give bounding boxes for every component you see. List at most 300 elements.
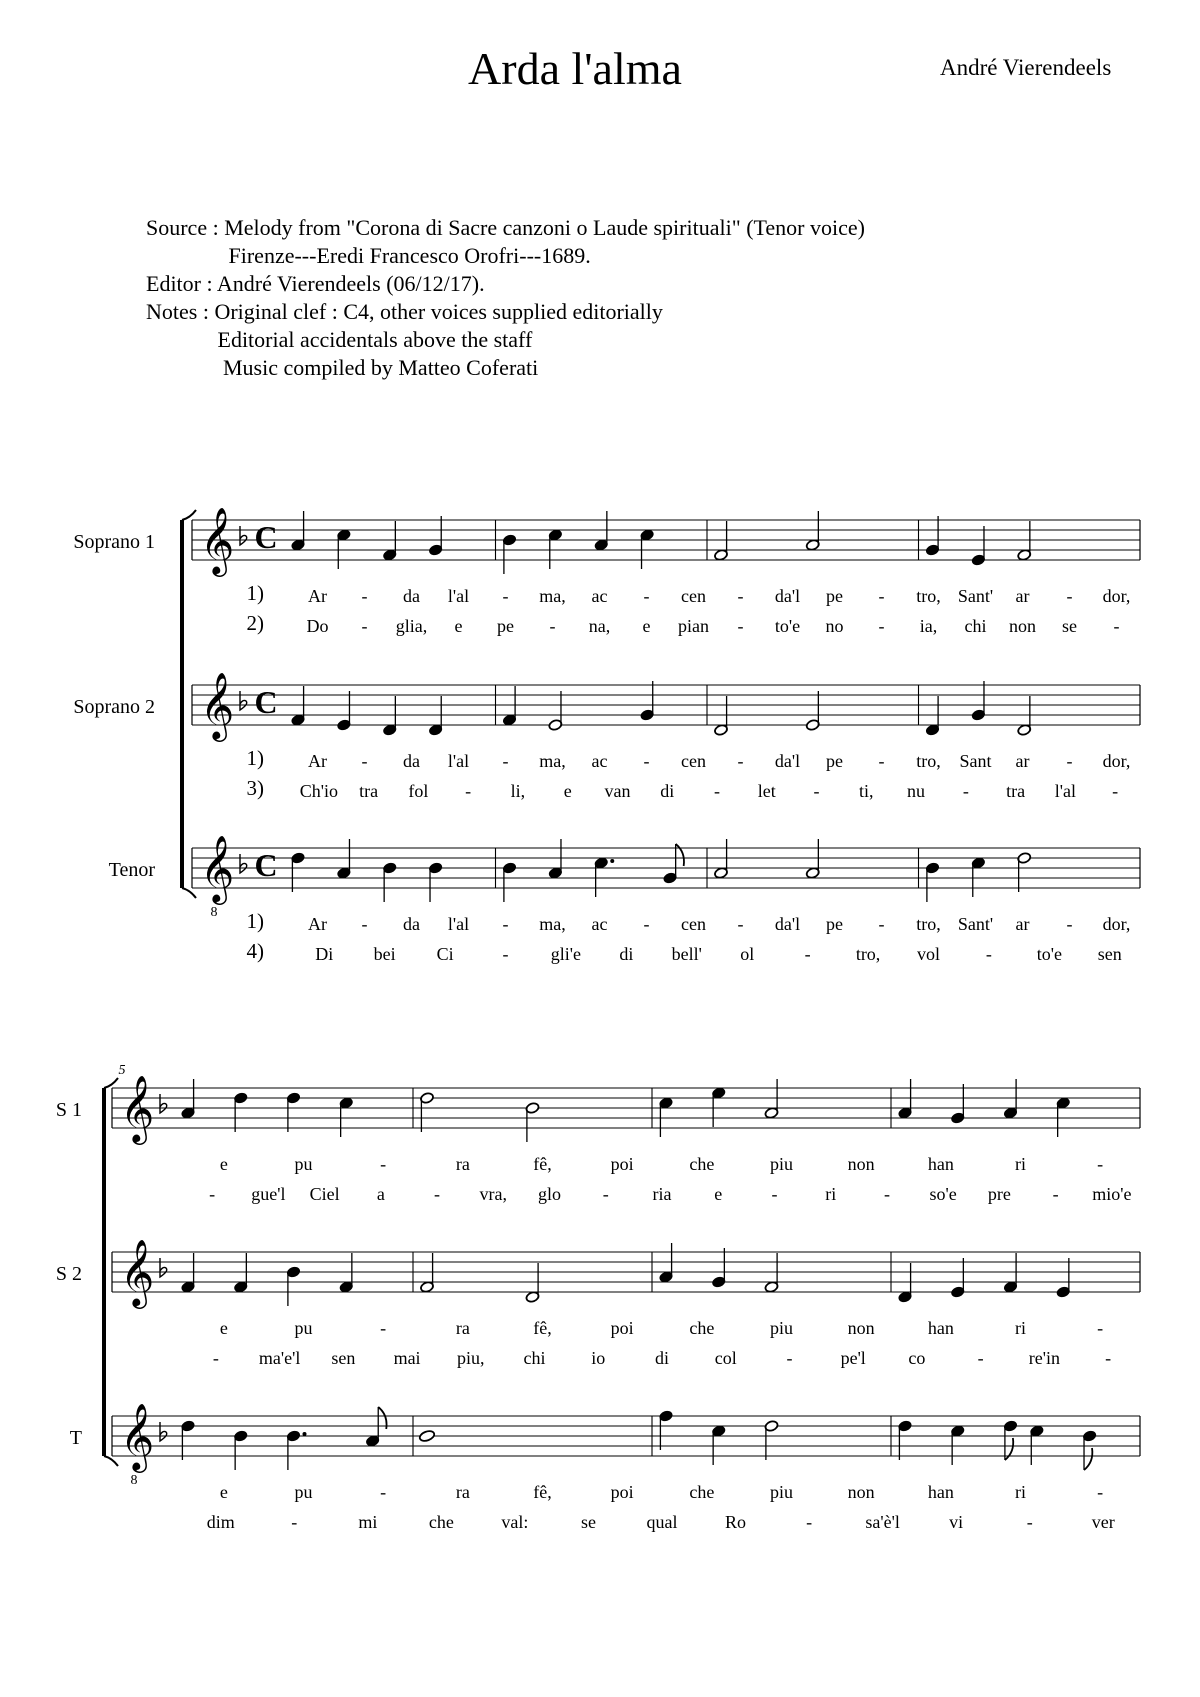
note: [714, 839, 729, 879]
note: [428, 862, 443, 902]
note: [898, 1079, 913, 1119]
lyric-syllable: tro,: [916, 586, 941, 606]
composer-name: André Vierendeels: [940, 55, 1112, 80]
lyric-syllable: han: [927, 1482, 954, 1502]
note: [1082, 1430, 1097, 1470]
treble-clef-icon: [200, 508, 234, 577]
lyric-syllable: -: [878, 586, 885, 606]
note: [925, 862, 940, 902]
lyric-syllable: ma,: [539, 914, 566, 934]
note: [971, 681, 986, 721]
verse-number: 2): [246, 611, 264, 635]
lyric-syllable: che: [689, 1154, 715, 1174]
note: [764, 1253, 779, 1293]
lyric-syllable: che: [428, 1512, 454, 1532]
lyric-syllable: se: [1062, 616, 1077, 636]
lyric-syllable: tro,: [916, 914, 941, 934]
lyric-syllable: ra: [455, 1482, 470, 1502]
lyric-syllable: -: [502, 751, 509, 771]
lyric-syllable: van: [604, 781, 631, 801]
lyric-syllable: -: [380, 1154, 387, 1174]
lyric-syllable: -: [878, 914, 885, 934]
lyric-syllable: ma'e'l: [258, 1348, 301, 1368]
flat-key-signature-icon: [240, 526, 247, 545]
staff: [70, 1404, 1140, 1532]
lyric-syllable: mio'e: [1092, 1184, 1132, 1204]
lyric-syllable: -: [771, 1184, 778, 1204]
treble-clef-glyph: 𝄞: [200, 673, 235, 738]
lyric-syllable: so'e: [929, 1184, 957, 1204]
lyric-syllable: non: [847, 1318, 875, 1338]
note: [925, 696, 940, 736]
lyric-syllable: Ci: [436, 944, 454, 964]
lyric-syllable: di: [654, 1348, 670, 1368]
lyric-syllable: poi: [610, 1318, 634, 1338]
lyric-syllable: ia,: [919, 616, 938, 636]
note: [181, 1079, 196, 1119]
lyric-syllable: -: [361, 616, 368, 636]
lyric-syllable: to'e: [774, 616, 801, 636]
lyric-syllable: bei: [373, 944, 396, 964]
note: [925, 516, 940, 556]
common-time-icon: C: [254, 847, 278, 883]
lyric-syllable: piu: [769, 1318, 794, 1338]
common-time-icon: C: [254, 519, 278, 555]
lyric-syllable: da: [403, 914, 420, 934]
verse-number: 3): [246, 776, 264, 800]
note: [1017, 696, 1032, 736]
lyric-syllable: glia,: [395, 616, 428, 636]
lyric-syllable: non: [847, 1154, 875, 1174]
note: [525, 1263, 540, 1303]
note: [286, 1092, 301, 1132]
lyric-syllable: -: [1066, 751, 1073, 771]
note-flag: [1005, 1438, 1013, 1460]
lyric-syllable: li,: [510, 781, 526, 801]
system-bracket: [182, 510, 196, 898]
lyric-syllable: che: [689, 1318, 715, 1338]
lyric-syllable: ol: [740, 944, 755, 964]
lyric-syllable: piu: [769, 1482, 794, 1502]
lyric-syllable: l'al: [447, 586, 470, 606]
lyric-syllable: ma,: [539, 586, 566, 606]
lyric-syllable: dor,: [1102, 586, 1131, 606]
treble-clef-icon: [120, 1404, 154, 1488]
staff-label: S 1: [55, 1099, 82, 1121]
lyric-syllable: da'l: [774, 586, 801, 606]
note: [659, 1410, 674, 1450]
lyric-syllable: cen: [681, 751, 706, 771]
lyric-syllable: dor,: [1102, 751, 1131, 771]
staff: [56, 1240, 1140, 1368]
lyric-syllable: -: [1066, 914, 1073, 934]
lyric-syllable: l'al: [447, 914, 470, 934]
lyric-syllable: e: [714, 1184, 723, 1204]
note: [365, 1407, 386, 1447]
lyric-syllable: ver: [1091, 1512, 1115, 1532]
note: [382, 862, 397, 902]
lyric-syllable: pe: [497, 616, 514, 636]
lyric-syllable: -: [643, 751, 650, 771]
clef-octave-mark: 8: [210, 905, 218, 920]
note: [898, 1420, 913, 1460]
notes-line: Editorial accidentals above the staff: [146, 327, 533, 352]
lyric-syllable: sen: [1097, 944, 1122, 964]
notehead: [418, 1429, 435, 1442]
lyric-syllable: -: [962, 781, 969, 801]
lyric-syllable: l'al: [1054, 781, 1076, 801]
bracket-hook: [182, 510, 196, 520]
verse-number: 1): [246, 746, 264, 770]
lyric-syllable: pu: [294, 1154, 313, 1174]
verse-number: 4): [246, 939, 264, 963]
note: [764, 1420, 779, 1460]
treble-clef-glyph: 𝄞: [120, 1240, 155, 1305]
lyric-syllable: -: [380, 1318, 387, 1338]
lyric-syllable: val:: [501, 1512, 529, 1532]
note: [950, 1425, 965, 1465]
lyric-syllable: mi: [358, 1512, 378, 1532]
lyric-syllable: -: [1097, 1318, 1104, 1338]
lyric-syllable: e: [563, 781, 572, 801]
lyric-syllable: -: [434, 1184, 441, 1204]
lyric-syllable: -: [1105, 1348, 1112, 1368]
note: [711, 1425, 726, 1465]
notes-line: Music compiled by Matteo Coferati: [146, 355, 539, 380]
lyric-syllable: ar: [1015, 586, 1030, 606]
lyric-syllable: han: [927, 1154, 954, 1174]
lyric-syllable: mai: [393, 1348, 421, 1368]
treble-clef-icon: [200, 673, 234, 742]
lyric-syllable: ti,: [859, 781, 874, 801]
lyric-syllable: ri: [1015, 1154, 1026, 1174]
note: [950, 1084, 965, 1124]
lyric-syllable: -: [361, 914, 368, 934]
lyric-syllable: -: [878, 616, 885, 636]
lyric-syllable: Sant': [957, 586, 994, 606]
note-flag: [1084, 1448, 1092, 1470]
note: [339, 1253, 354, 1293]
lyric-syllable: -: [502, 914, 509, 934]
lyric-syllable: pre: [987, 1184, 1011, 1204]
lyric-syllable: fol: [408, 781, 429, 801]
note: [502, 686, 517, 726]
lyric-syllable: re'in: [1028, 1348, 1061, 1368]
lyric-syllable: ri: [1015, 1318, 1026, 1338]
lyric-syllable: piu: [769, 1154, 794, 1174]
note: [1003, 1420, 1018, 1460]
flat-key-signature-icon: [160, 1422, 167, 1441]
lyric-syllable: che: [689, 1482, 715, 1502]
lyric-syllable: col: [714, 1348, 737, 1368]
lyric-syllable: han: [927, 1318, 954, 1338]
lyric-syllable: Ar: [308, 914, 327, 934]
lyric-syllable: da'l: [774, 914, 801, 934]
source-line: Firenze---Eredi Francesco Orofri---1689.: [146, 243, 591, 268]
lyric-syllable: -: [737, 751, 744, 771]
note: [337, 839, 352, 879]
note: [805, 691, 820, 731]
note: [337, 691, 352, 731]
note: [711, 1248, 726, 1288]
lyric-syllable: -: [209, 1184, 216, 1204]
lyric-syllable: -: [502, 586, 509, 606]
lyric-syllable: vi: [949, 1512, 964, 1532]
lyric-syllable: ar: [1015, 751, 1030, 771]
verse-number: 1): [246, 581, 264, 605]
lyric-syllable: pe: [826, 586, 843, 606]
lyric-syllable: gli'e: [550, 944, 582, 964]
lyric-syllable: vol: [916, 944, 941, 964]
lyric-syllable: -: [804, 944, 811, 964]
lyric-syllable: Do: [306, 616, 329, 636]
note: [805, 839, 820, 879]
flat-key-signature-icon: [240, 854, 247, 873]
lyric-syllable: Di: [315, 944, 334, 964]
lyric-syllable: -: [985, 944, 992, 964]
lyric-syllable: pu: [294, 1318, 313, 1338]
lyric-syllable: di: [619, 944, 634, 964]
lyric-syllable: l'al: [447, 751, 470, 771]
lyric-syllable: qual: [646, 1512, 678, 1532]
lyric-syllable: -: [380, 1482, 387, 1502]
lyric-syllable: se: [580, 1512, 596, 1532]
lyric-syllable: Ciel: [309, 1184, 340, 1204]
lyric-syllable: ac: [591, 751, 608, 771]
note: [1003, 1253, 1018, 1293]
lyric-syllable: let: [757, 781, 776, 801]
note: [1017, 852, 1032, 892]
flat-key-signature-icon: [160, 1258, 167, 1277]
lyric-syllable: pe: [826, 914, 843, 934]
note: [971, 857, 986, 897]
note: [711, 1087, 726, 1127]
note: [291, 511, 306, 551]
lyric-syllable: poi: [610, 1482, 634, 1502]
lyric-syllable: e: [642, 616, 651, 636]
note: [764, 1079, 779, 1119]
note: [428, 696, 443, 736]
note: [640, 529, 655, 569]
flat-sign: [160, 1094, 167, 1113]
lyric-syllable: -: [1052, 1184, 1059, 1204]
staff-label: Soprano 1: [73, 531, 155, 553]
lyric-syllable: -: [1097, 1154, 1104, 1174]
lyric-syllable: Sant': [957, 914, 994, 934]
lyric-syllable: -: [806, 1512, 813, 1532]
augmentation-dot: [610, 859, 614, 863]
lyric-syllable: dim: [206, 1512, 235, 1532]
lyric-syllable: ma,: [539, 751, 566, 771]
lyric-syllable: poi: [610, 1154, 634, 1174]
lyric-syllable: -: [878, 751, 885, 771]
note: [502, 862, 517, 902]
note: [950, 1258, 965, 1298]
note: [233, 1253, 248, 1293]
lyric-syllable: io: [591, 1348, 606, 1368]
lyric-syllable: chi: [964, 616, 987, 636]
source-line: Source : Melody from "Corona di Sacre canzoni o Laude spirituali" (Tenor voice): [146, 215, 865, 240]
flat-sign: [240, 854, 247, 873]
lyric-syllable: tro,: [916, 751, 941, 771]
bracket-hook: [182, 888, 196, 898]
note: [502, 534, 517, 574]
note: [291, 686, 306, 726]
lyric-syllable: -: [977, 1348, 984, 1368]
lyric-syllable: no: [825, 616, 844, 636]
lyric-syllable: di: [660, 781, 675, 801]
lyric-syllable: fê,: [533, 1318, 552, 1338]
flat-key-signature-icon: [160, 1094, 167, 1113]
staff-label: S 2: [55, 1263, 82, 1285]
measure-number: 5: [118, 1063, 126, 1078]
treble-clef-glyph: 𝄞: [200, 836, 235, 901]
lyric-syllable: -: [1112, 781, 1119, 801]
treble-clef-icon: [120, 1076, 154, 1145]
lyric-syllable: e: [219, 1482, 228, 1502]
note: [898, 1263, 913, 1303]
note: [1056, 1097, 1071, 1137]
lyric-syllable: nu: [907, 781, 926, 801]
lyric-syllable: piu,: [457, 1348, 485, 1368]
lyric-syllable: -: [291, 1512, 298, 1532]
lyric-syllable: -: [737, 586, 744, 606]
note: [1056, 1258, 1071, 1298]
treble-clef-glyph: 𝄞: [200, 508, 235, 573]
lyric-syllable: cen: [681, 586, 706, 606]
flat-sign: [160, 1258, 167, 1277]
lyric-syllable: tro,: [855, 944, 881, 964]
note: [233, 1430, 248, 1470]
lyric-syllable: Sant: [959, 751, 992, 771]
flat-sign: [240, 526, 247, 545]
lyric-syllable: non: [847, 1482, 875, 1502]
verse-number: 1): [246, 909, 264, 933]
lyric-syllable: fê,: [533, 1482, 552, 1502]
treble-clef-icon: [200, 836, 234, 920]
notes-line: Notes : Original clef : C4, other voices supplied editorially: [146, 299, 663, 324]
lyric-syllable: -: [643, 914, 650, 934]
lyric-syllable: cen: [681, 914, 706, 934]
bracket-hook: [104, 1078, 118, 1088]
note: [420, 1092, 435, 1132]
staff-label: Soprano 2: [73, 696, 155, 718]
note: [286, 1266, 301, 1306]
lyric-syllable: e: [219, 1318, 228, 1338]
note: [418, 1429, 435, 1442]
piece-title: Arda l'alma: [468, 43, 682, 94]
clef-octave-mark: 8: [130, 1473, 138, 1488]
lyric-syllable: ac: [591, 586, 608, 606]
lyric-syllable: ri: [1015, 1482, 1026, 1502]
lyric-syllable: -: [1097, 1482, 1104, 1502]
lyric-syllable: bell': [671, 944, 702, 964]
lyric-syllable: ria: [652, 1184, 672, 1204]
lyric-syllable: pe'l: [840, 1348, 866, 1368]
editor-line: Editor : André Vierendeels (06/12/17).: [146, 271, 485, 296]
flat-sign: [160, 1422, 167, 1441]
lyric-syllable: a: [376, 1184, 385, 1204]
note: [548, 839, 563, 879]
lyric-syllable: -: [549, 616, 556, 636]
lyric-syllable: -: [737, 914, 744, 934]
lyric-syllable: vra,: [479, 1184, 508, 1204]
lyric-syllable: chi: [523, 1348, 546, 1368]
lyric-syllable: -: [361, 586, 368, 606]
lyric-syllable: ac: [591, 914, 608, 934]
augmentation-dot: [303, 1432, 307, 1436]
note: [548, 691, 563, 731]
flat-sign: [240, 691, 247, 710]
lyric-syllable: co: [908, 1348, 926, 1368]
note: [1003, 1079, 1018, 1119]
staff: [73, 508, 1140, 636]
note: [428, 516, 443, 556]
note: [339, 1097, 354, 1137]
lyric-syllable: glo: [538, 1184, 562, 1204]
lyric-syllable: -: [737, 616, 744, 636]
lyric-syllable: da'l: [774, 751, 801, 771]
lyric-syllable: -: [714, 781, 720, 801]
lyric-syllable: -: [1113, 616, 1120, 636]
lyric-syllable: dor,: [1102, 914, 1131, 934]
staff: [109, 836, 1140, 964]
lyric-syllable: pu: [294, 1482, 313, 1502]
note: [594, 857, 614, 897]
lyric-syllable: sen: [331, 1348, 356, 1368]
treble-clef-icon: [120, 1240, 154, 1309]
lyric-syllable: ar: [1015, 914, 1030, 934]
treble-clef-glyph: 𝄞: [120, 1404, 155, 1469]
lyric-syllable: da: [403, 751, 420, 771]
lyric-syllable: sa'è'l: [865, 1512, 900, 1532]
lyric-syllable: ra: [455, 1154, 470, 1174]
lyric-syllable: tra: [1006, 781, 1026, 801]
staff-label: T: [69, 1427, 82, 1449]
flat-key-signature-icon: [240, 691, 247, 710]
lyric-syllable: Ch'io: [299, 781, 339, 801]
note: [714, 521, 729, 561]
note: [640, 681, 655, 721]
note: [714, 696, 729, 736]
note: [420, 1253, 435, 1293]
lyric-syllable: pian: [678, 616, 709, 636]
lyric-syllable: -: [786, 1348, 793, 1368]
lyric-syllable: pe: [826, 751, 843, 771]
note: [181, 1253, 196, 1293]
note: [659, 1243, 674, 1283]
note: [594, 511, 609, 551]
lyric-syllable: da: [403, 586, 420, 606]
lyric-syllable: Ar: [308, 586, 327, 606]
note: [1017, 521, 1032, 561]
note: [291, 852, 306, 892]
lyric-syllable: to'e: [1036, 944, 1062, 964]
note: [548, 529, 563, 569]
lyric-syllable: non: [1009, 616, 1036, 636]
lyric-syllable: ri: [825, 1184, 837, 1204]
lyric-syllable: Ro: [725, 1512, 747, 1532]
lyric-syllable: -: [361, 751, 368, 771]
note-flag: [676, 844, 684, 866]
note: [971, 526, 986, 566]
note: [382, 696, 397, 736]
staff-label: Tenor: [108, 859, 155, 881]
lyric-syllable: gue'l: [251, 1184, 286, 1204]
lyric-syllable: -: [502, 944, 509, 964]
bracket-hook: [104, 1456, 118, 1466]
lyric-syllable: -: [1066, 586, 1073, 606]
